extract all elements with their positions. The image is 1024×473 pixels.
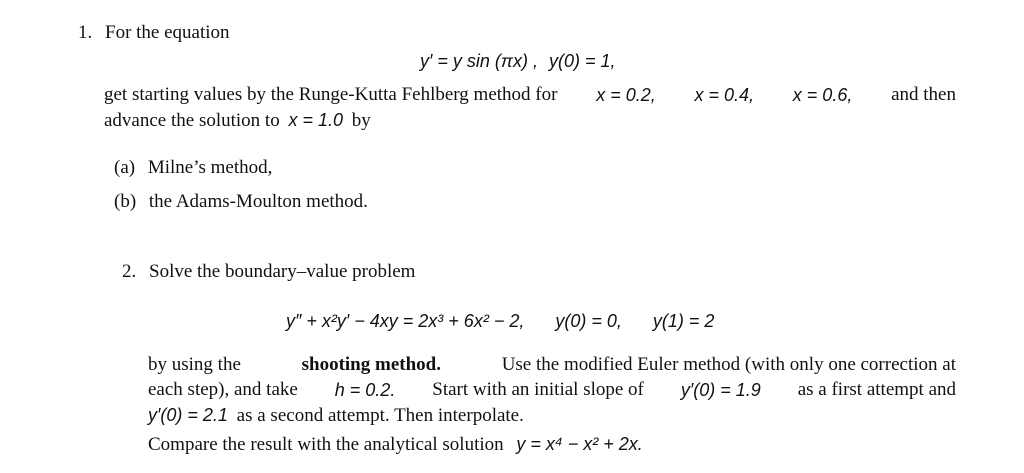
problem-2-line-2 [148, 379, 956, 401]
problem-1-number: 1. [78, 22, 93, 43]
problem-2-bc-1: y(0) = 0, [555, 311, 622, 331]
problem-1-line-1 [104, 84, 956, 106]
part-a-text: Milne’s method, [147, 157, 273, 178]
problem-2-line-2-a: each step), and take [148, 379, 298, 400]
problem-2-number: 2. [122, 261, 137, 282]
problem-1-heading [78, 22, 230, 44]
problem-1-line-1-text: get starting values by the Runge-Kutta Fehlberg method for [104, 84, 558, 105]
problem-1-part-b [114, 191, 368, 213]
problem-2-line-1 [148, 354, 956, 376]
problem-2-intro: Solve the boundary–value problem [149, 261, 416, 282]
problem-2-bc-2: y(1) = 2 [652, 311, 715, 331]
problem-1-equation [420, 50, 616, 72]
part-b-text: the Adams-Moulton method. [148, 191, 368, 212]
second-slope: y′(0) = 2.1 [148, 405, 228, 425]
problem-1-x3: x = 0.6, [792, 85, 853, 105]
problem-2-line-1-c: Use the modified Euler method (with only one correction at [501, 354, 956, 375]
problem-1-part-a [114, 157, 272, 179]
problem-2-line-2-b: Start with an initial slope of [432, 379, 644, 400]
analytical-solution: y = x⁴ − x² + 2x. [516, 434, 643, 454]
step-size: h = 0.2. [334, 380, 396, 400]
problem-1-xend: x = 1.0 [288, 110, 344, 130]
problem-1-line-2-tail: by [351, 110, 371, 131]
problem-2-line-1-a: by using the [148, 354, 241, 375]
problem-2-line-3-c: as a second attempt. Then interpolate. [236, 405, 524, 426]
problem-2-heading [122, 261, 415, 283]
problem-2-line-3 [148, 404, 524, 427]
problem-2-ode: y″ + x²y′ − 4xy = 2x³ + 6x² − 2, [286, 311, 525, 331]
first-slope: y′(0) = 1.9 [680, 380, 761, 400]
shooting-method-term: shooting method. [301, 354, 441, 375]
problem-1-intro: For the equation [105, 22, 230, 43]
part-a-label: (a) [114, 157, 136, 178]
problem-1-x2: x = 0.4, [694, 85, 755, 105]
problem-2-line-4 [148, 433, 643, 456]
problem-1-line-2-text: advance the solution to [104, 110, 280, 131]
problem-1-initial-condition: y(0) = 1, [548, 51, 616, 71]
problem-1-line-2 [104, 109, 371, 132]
part-b-label: (b) [114, 191, 137, 212]
problem-1-ode: y′ = y sin (πx) , [420, 51, 538, 71]
problem-2-line-2-c: as a first attempt and [797, 379, 956, 400]
problem-2-line-4-a: Compare the result with the analytical solution [148, 434, 504, 455]
problem-1-line-1-tail: and then [891, 84, 956, 105]
problem-1-x1: x = 0.2, [596, 85, 656, 105]
problem-2-equation [286, 310, 714, 332]
